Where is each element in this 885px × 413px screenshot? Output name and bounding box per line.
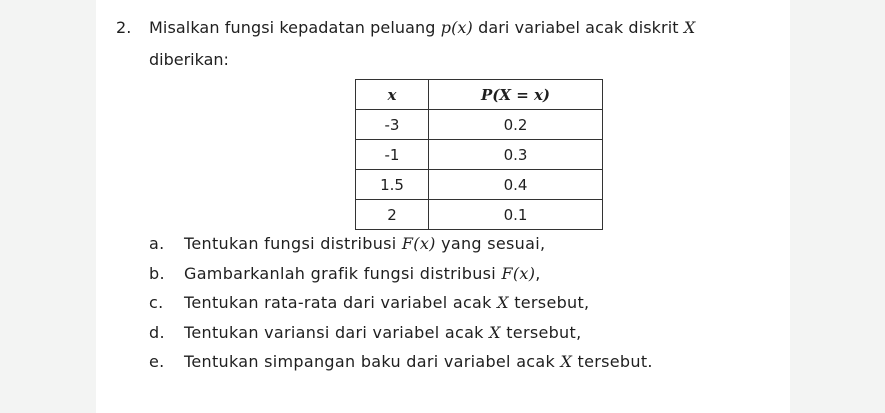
cell-p: 0.3 [429,140,603,170]
item-text-post: yang sesuai, [435,234,546,253]
item-text-post: , [535,263,541,283]
item-math: F(x) [501,263,536,283]
table-row [356,200,603,230]
cell-p: 0.1 [429,200,603,230]
cell-x: -1 [356,140,429,170]
header-x: x [356,80,429,110]
item-math: X [489,322,501,342]
item-text [184,293,589,312]
item-letter: d. [149,322,165,342]
item-text [184,264,541,283]
item-text-post: tersebut, [508,293,590,312]
question-number: 2. [116,18,132,37]
probability-table [355,79,603,230]
item-letter: b. [149,263,165,283]
table-row [356,110,603,140]
item-text-pre: Tentukan simpangan baku dari variabel acak [184,352,561,371]
item-text-pre: Tentukan variansi dari variabel acak [184,322,490,342]
cell-p: 0.2 [429,110,603,140]
item-text-pre: Tentukan fungsi distribusi [184,234,402,253]
item-text-post: tersebut, [500,322,582,342]
item-text-pre: Tentukan rata-rata dari variabel acak [184,293,498,312]
item-text [184,323,581,342]
cell-p: 0.4 [429,170,603,200]
table-header-row [356,80,603,110]
question-text-part1: Misalkan fungsi kepadatan peluang [149,18,441,37]
question-text-part2: dari variabel acak diskrit [472,18,684,37]
cell-x: 1.5 [356,170,429,200]
item-letter: e. [149,352,165,371]
item-letter: a. [149,234,165,253]
item-text [184,352,653,371]
item-math: X [497,293,509,312]
header-px: P(X = x) [429,80,603,110]
item-math: X [560,352,573,371]
math-px: p(x) [440,18,473,37]
cell-x: 2 [356,200,429,230]
item-letter: c. [149,293,164,312]
item-text-post: tersebut. [572,352,653,371]
question-line-2: diberikan: [149,50,229,69]
cell-x: -3 [356,110,429,140]
question-line-1 [116,18,695,37]
item-math: F(x) [401,234,436,253]
table-row [356,140,603,170]
item-text-pre: Gambarkanlah grafik fungsi distribusi [184,263,502,283]
item-text [184,234,545,253]
table-row [356,170,603,200]
math-X: X [683,18,696,37]
